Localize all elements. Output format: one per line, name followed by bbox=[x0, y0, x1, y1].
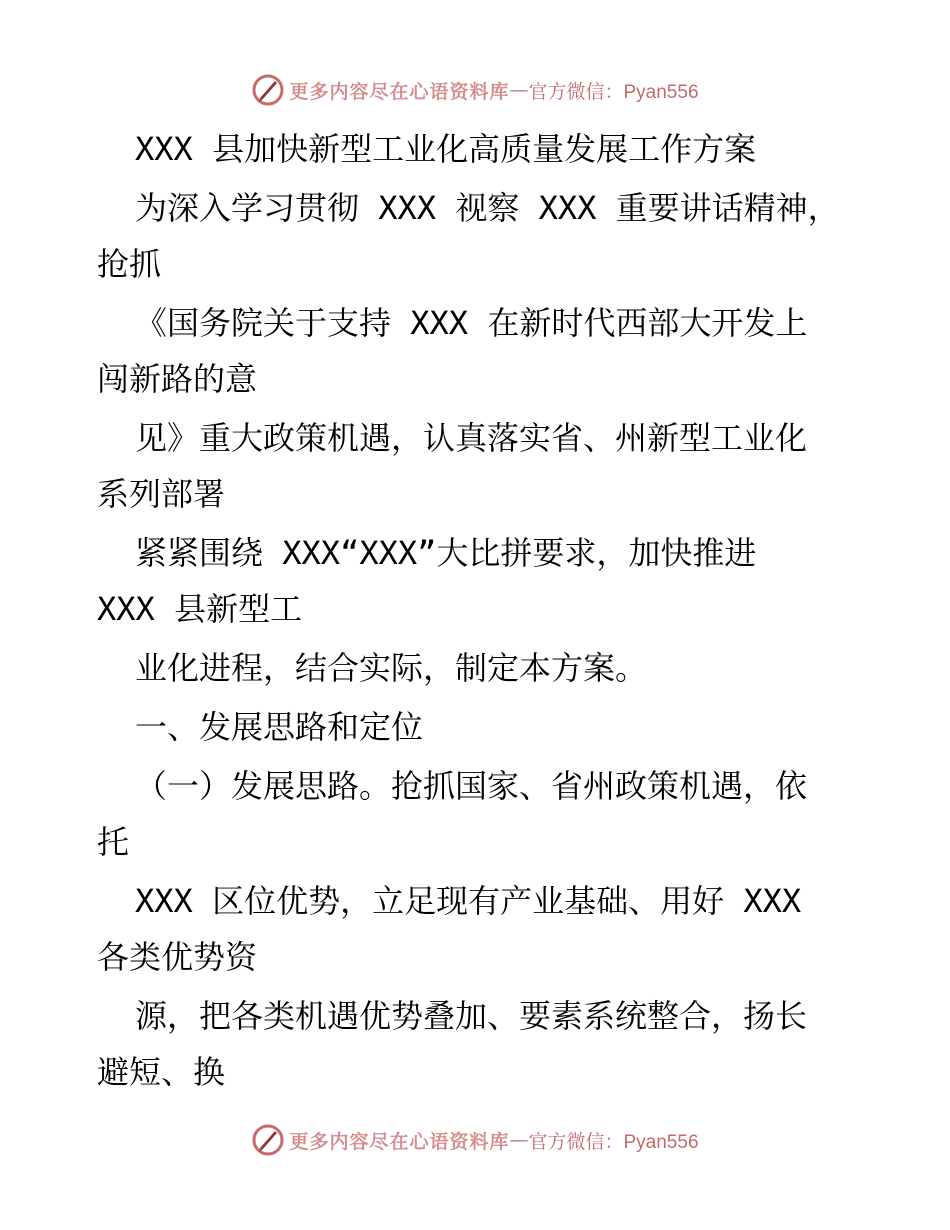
paragraph-line: 抢抓 bbox=[97, 245, 162, 283]
paragraph-line: XXX 区位优势，立足现有产业基础、用好 XXX bbox=[135, 882, 802, 920]
paragraph-line: 闯新路的意 bbox=[97, 360, 258, 398]
footer-brand-text: 更多内容尽在心语资料库 bbox=[289, 1130, 510, 1153]
section-heading: 一、发展思路和定位 bbox=[135, 708, 424, 746]
paragraph-line: 为深入学习贯彻 XXX 视察 XXX 重要讲话精神， bbox=[135, 189, 840, 227]
footer-separator: — bbox=[509, 1129, 529, 1151]
paragraph-line: 《国务院关于支持 XXX 在新时代西部大开发上 bbox=[135, 304, 808, 342]
paragraph-line: 业化进程，结合实际，制定本方案。 bbox=[135, 649, 648, 687]
header-separator: — bbox=[509, 79, 529, 101]
paragraph-line: 见》重大政策机遇，认真落实省、州新型工业化 bbox=[135, 419, 808, 457]
paragraph-line: 托 bbox=[97, 823, 130, 861]
header-wechat-text: 官方微信：Pyan556 bbox=[528, 81, 699, 103]
quill-logo-icon bbox=[251, 1123, 285, 1157]
paragraph-line: 各类优势资 bbox=[97, 938, 258, 976]
paragraph-line: 源，把各类机遇优势叠加、要素系统整合，扬长 bbox=[135, 997, 808, 1035]
header-watermark bbox=[0, 70, 950, 110]
footer-wechat-text: 官方微信：Pyan556 bbox=[528, 1131, 699, 1153]
document-title: XXX 县加快新型工业化高质量发展工作方案 bbox=[135, 130, 757, 168]
quill-logo-icon bbox=[251, 73, 285, 107]
paragraph-line: 紧紧围绕 XXX“XXX”大比拼要求，加快推进 bbox=[135, 534, 757, 572]
paragraph-line: 避短、换 bbox=[97, 1053, 226, 1091]
paragraph-line: 系列部署 bbox=[97, 475, 226, 513]
paragraph-line: （一）发展思路。抢抓国家、省州政策机遇，依 bbox=[135, 767, 808, 805]
paragraph-line: XXX 县新型工 bbox=[97, 590, 303, 628]
header-brand-text: 更多内容尽在心语资料库 bbox=[289, 80, 510, 103]
footer-watermark bbox=[0, 1120, 950, 1160]
